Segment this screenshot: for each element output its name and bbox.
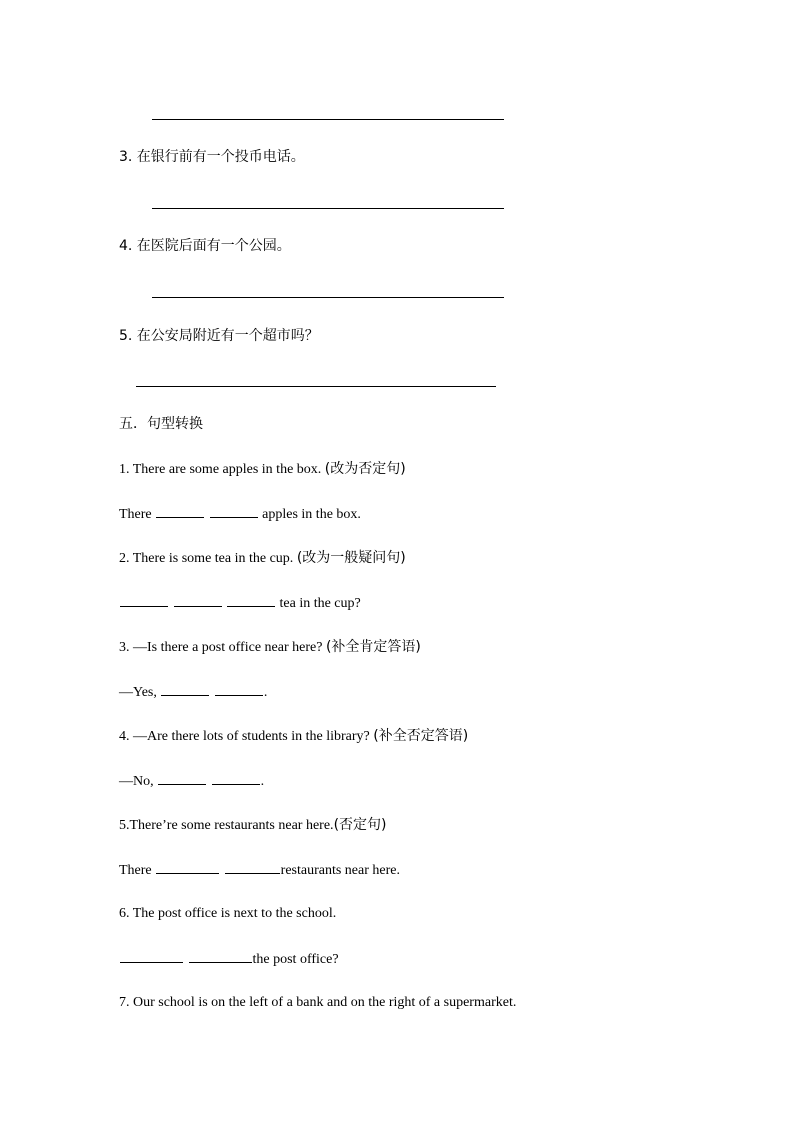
answer-line-2[interactable] [152,119,504,120]
answer-5 [119,861,400,880]
blank[interactable] [120,950,183,963]
blank[interactable] [174,594,222,607]
translation-item-4: 4. 在医院后面有一个公园。 [119,238,291,254]
section-title: 五．句型转换 [119,416,203,432]
answer-1-prefix: There [119,507,152,522]
question-3-note: (补全肯定答语) [325,639,421,655]
answer-3-prefix: —Yes, [119,685,157,700]
answer-4-prefix: —No, [119,774,154,789]
question-5-note: (否定句) [333,817,387,833]
answer-4 [119,772,264,791]
answer-line-3[interactable] [152,208,504,209]
blank[interactable] [225,861,280,874]
question-5-text: 5.There’re some restaurants near here. [119,818,334,833]
answer-line-5[interactable] [136,386,496,387]
question-2 [119,549,406,568]
answer-1 [119,505,361,524]
answer-5-prefix: There [119,863,152,878]
answer-6-suffix: the post office? [252,952,339,967]
answer-2-suffix: tea in the cup? [279,596,361,611]
blank[interactable] [227,594,275,607]
question-4 [119,727,468,746]
question-3 [119,638,421,657]
answer-2 [119,594,361,613]
answer-3-suffix: . [263,685,268,700]
question-2-text: 2. There is some tea in the cup. [119,551,294,566]
question-1-text: 1. There are some apples in the box. [119,462,322,477]
answer-3 [119,683,267,702]
answer-5-suffix: restaurants near here. [280,863,400,878]
question-7 [119,994,516,1012]
answer-4-suffix: . [260,774,265,789]
answer-6 [119,950,339,969]
question-6-text: 6. The post office is next to the school. [119,906,337,921]
blank[interactable] [212,772,260,785]
translation-item-5: 5. 在公安局附近有一个超市吗？ [119,328,319,344]
answer-1-suffix: apples in the box. [262,507,361,522]
question-3-text: 3. —Is there a post office near here? [119,640,323,655]
blank[interactable] [156,505,204,518]
question-5 [119,816,387,835]
blank[interactable] [156,861,219,874]
translation-item-3: 3. 在银行前有一个投币电话。 [119,149,305,165]
blank[interactable] [189,950,252,963]
question-2-note: (改为一般疑问句) [296,550,406,566]
blank[interactable] [210,505,258,518]
blank[interactable] [120,594,168,607]
question-7-text: 7. Our school is on the left of a bank and on the right of a supermarket. [119,995,517,1010]
blank[interactable] [215,683,263,696]
question-1-note: (改为否定句) [324,461,406,477]
answer-line-4[interactable] [152,297,504,298]
blank[interactable] [161,683,209,696]
question-4-note: (补全否定答语) [373,728,469,744]
question-4-text: 4. —Are there lots of students in the library? [119,729,370,744]
question-1 [119,460,406,479]
question-6 [119,905,336,923]
blank[interactable] [158,772,206,785]
